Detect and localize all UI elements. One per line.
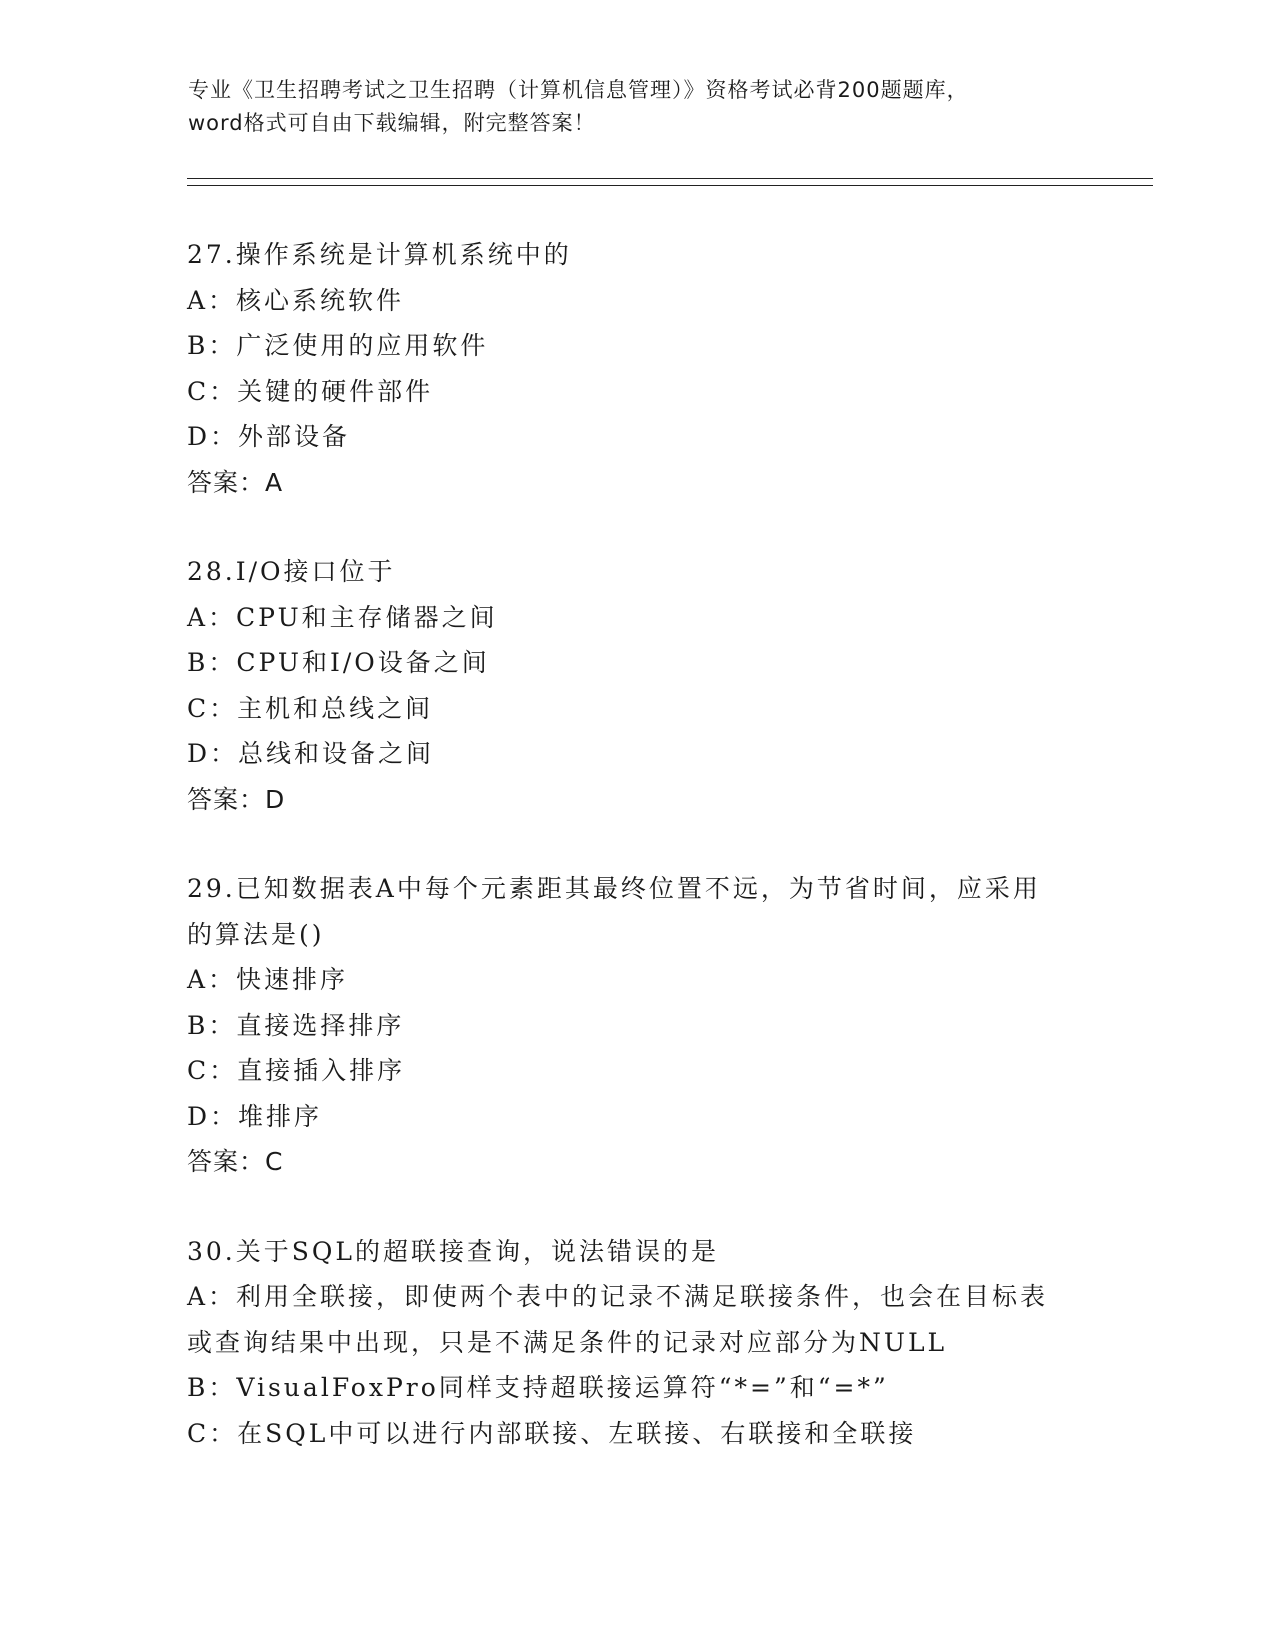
answer-text: 答案：C	[187, 1147, 284, 1176]
option-text: C：在SQL中可以进行内部联接、左联接、右联接和全联接	[187, 1418, 917, 1448]
option-text: A：利用全联接，即使两个表中的记录不满足联接条件，也会在目标表	[187, 1282, 1049, 1311]
option-text: C：直接插入排序	[187, 1056, 406, 1085]
option-text: D：堆排序	[187, 1101, 323, 1131]
question-text: 27.操作系统是计算机系统中的	[187, 240, 572, 269]
option-text: A：CPU和主存储器之间	[187, 602, 498, 632]
question-block	[187, 866, 1087, 1185]
option-text: D：总线和设备之间	[187, 739, 435, 768]
option-text: B：直接选择排序	[187, 1010, 405, 1040]
option-text: D：外部设备	[187, 422, 351, 451]
question-text: 28.I/O接口位于	[187, 557, 396, 586]
question-text: 的算法是()	[187, 919, 325, 949]
answer-text: 答案：A	[187, 467, 284, 497]
question-block	[187, 1229, 1087, 1457]
option-text: C：主机和总线之间	[187, 693, 434, 723]
question-list	[187, 232, 1087, 1500]
option-text: B：CPU和I/O设备之间	[187, 648, 490, 677]
question-block	[187, 232, 1087, 505]
header-line-1: 专业《卫生招聘考试之卫生招聘（计算机信息管理）》资格考试必背200题题库，	[188, 78, 969, 102]
answer-text: 答案：D	[187, 784, 286, 814]
option-text: C：关键的硬件部件	[187, 376, 434, 406]
option-text: A：快速排序	[187, 965, 349, 994]
option-text: 或查询结果中出现，只是不满足条件的记录对应部分为NULL	[187, 1327, 948, 1357]
question-text: 30.关于SQL的超联接查询，说法错误的是	[187, 1236, 719, 1266]
header-divider	[187, 178, 1153, 186]
option-text: A：核心系统软件	[187, 285, 405, 315]
header-line-2: word格式可自由下载编辑，附完整答案！	[188, 111, 596, 135]
question-block	[187, 549, 1087, 822]
option-text: B：广泛使用的应用软件	[187, 331, 489, 360]
document-header	[188, 74, 1088, 140]
question-text: 29.已知数据表A中每个元素距其最终位置不远，为节省时间，应采用	[187, 874, 1041, 903]
option-text: B：VisualFoxPro同样支持超联接运算符“*=”和“=*”	[187, 1373, 889, 1402]
